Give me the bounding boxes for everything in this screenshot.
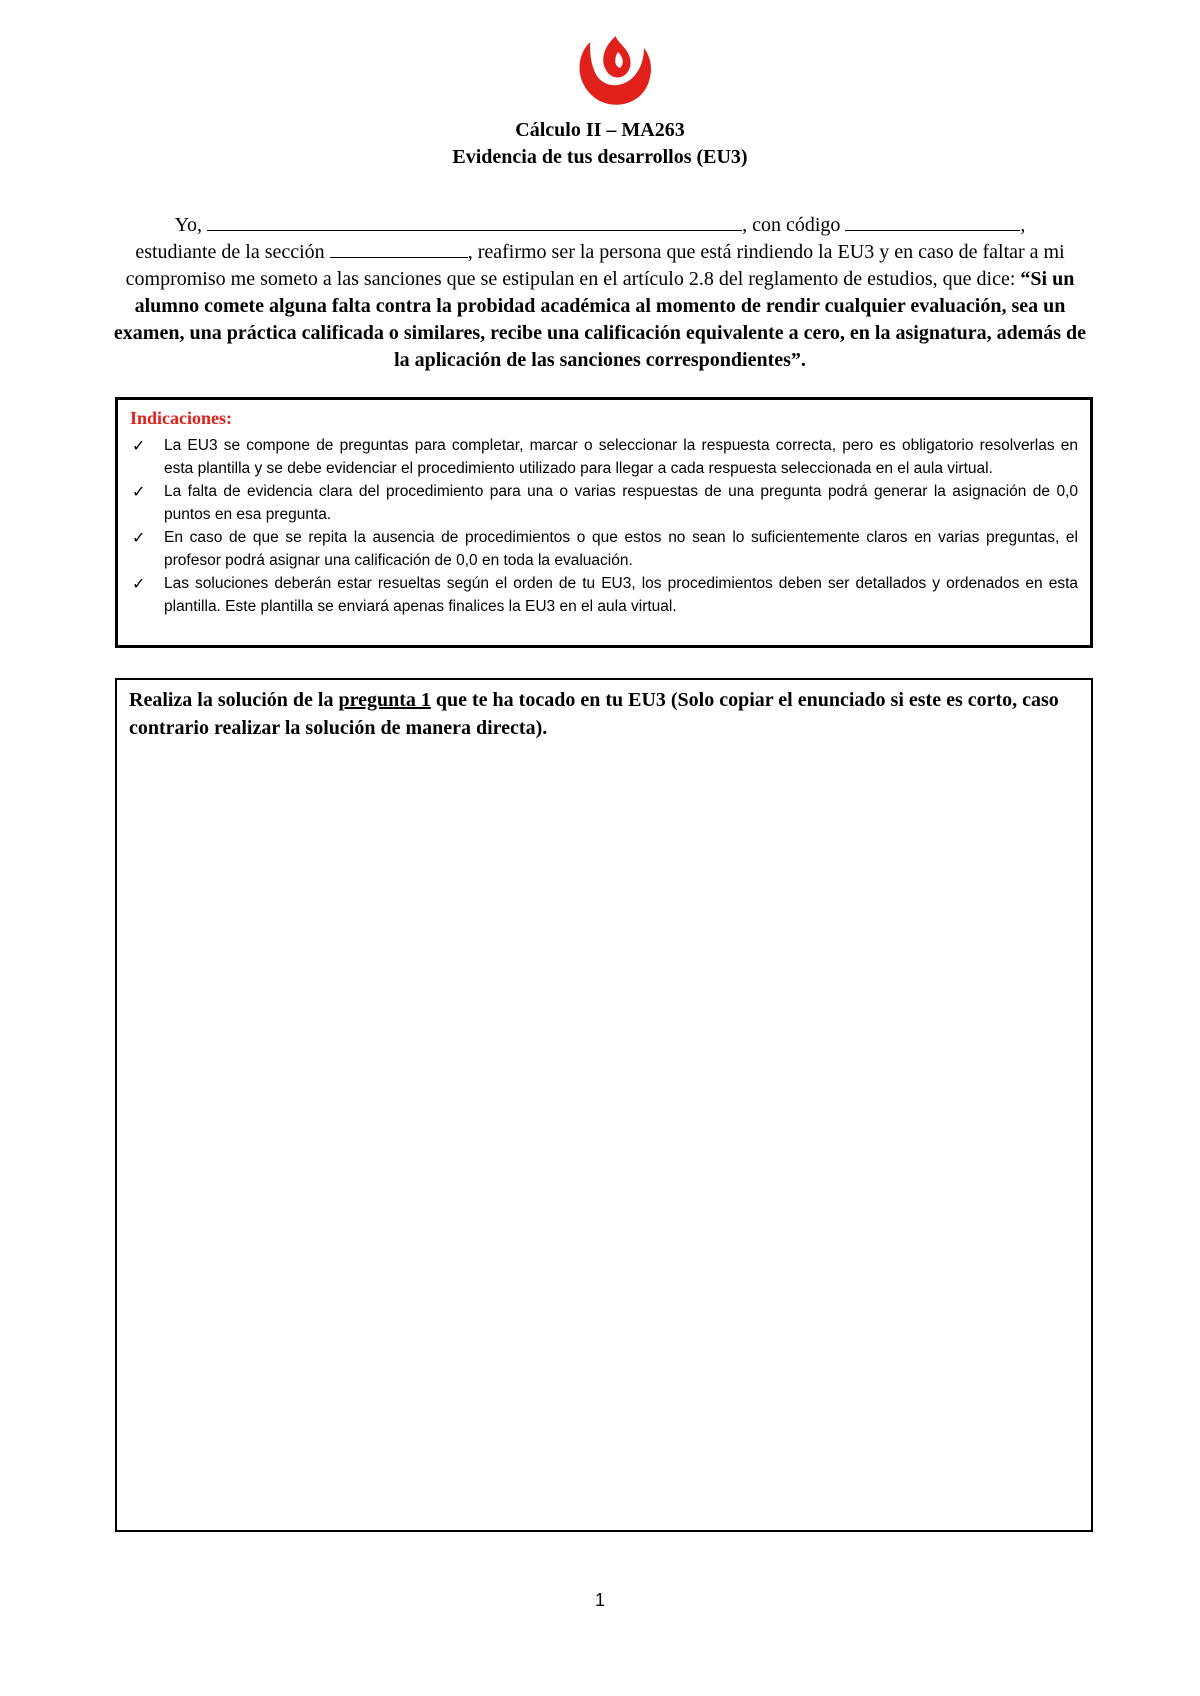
solution-instructions: Realiza la solución de la pregunta 1 que te ha tocado en tu EU3 (Solo copiar el enunciado si este es corto, caso contrario realizar la solución de manera directa). <box>129 689 1059 739</box>
name-blank-field[interactable] <box>207 212 742 231</box>
document-subtitle: Evidencia de tus desarrollos (EU3) <box>452 146 748 168</box>
integrity-pledge <box>108 212 1092 374</box>
check-icon: ✓ <box>132 436 146 455</box>
list-item: ✓ Las soluciones deberán estar resueltas según el orden de tu EU3, los procedimientos deben ser detallados y ordenados en esta plantilla. Este plantilla se enviará apenas finalices la EU3 en el aula virtual. <box>132 574 1078 615</box>
pledge-codigo-label: , con código <box>742 214 841 236</box>
code-blank-field[interactable] <box>845 212 1020 231</box>
pledge-quote: “Si un alumno comete alguna falta contra la probidad académica al momento de rendir cualquier evaluación, sea un examen, una práctica calificada o similares, recibe una calificación equivalente a cero, en la asignatura, además de la aplicación de las sanciones correspondientes”. <box>113 268 1087 371</box>
check-icon: ✓ <box>132 528 146 547</box>
list-item: ✓ La EU3 se compone de preguntas para completar, marcar o seleccionar la respuesta correcta, pero es obligatorio resolverlas en esta plantilla y se debe evidenciar el procedimiento utilizado para llegar a cada respuesta seleccionada en el aula virtual. <box>132 436 1078 477</box>
page-number: 1 <box>594 1590 605 1610</box>
pledge-comma: , <box>1020 214 1026 236</box>
upc-logo-icon <box>570 34 654 110</box>
check-icon: ✓ <box>132 482 146 501</box>
question-number: pregunta 1 <box>338 689 431 711</box>
list-item: ✓ En caso de que se repita la ausencia de procedimientos o que estos no sean lo suficientemente claros en varias preguntas, el profesor podrá asignar una calificación de 0,0 en toda la evaluación. <box>132 528 1078 569</box>
pledge-section-label: estudiante de la sección <box>135 241 325 263</box>
check-icon: ✓ <box>132 574 146 593</box>
course-title: Cálculo II – MA263 <box>515 119 685 141</box>
solution-answer-box[interactable] <box>115 678 1093 1532</box>
indicaciones-title: Indicaciones: <box>130 408 233 428</box>
indicaciones-box <box>115 397 1093 648</box>
pledge-body: , reafirmo ser la persona que está rindiendo la EU3 y en caso de faltar a mi compromiso me someto a las sanciones que se estipulan en el artículo 2.8 del reglamento de estudios, que dice: <box>125 241 1065 290</box>
document-title <box>0 117 1200 171</box>
list-item: ✓ La falta de evidencia clara del procedimiento para una o varias respuestas de una pregunta podrá generar la asignación de 0,0 puntos en esa pregunta. <box>132 482 1078 523</box>
indicaciones-list <box>128 434 1078 618</box>
pledge-yo: Yo, <box>174 214 203 236</box>
section-blank-field[interactable] <box>330 239 468 258</box>
